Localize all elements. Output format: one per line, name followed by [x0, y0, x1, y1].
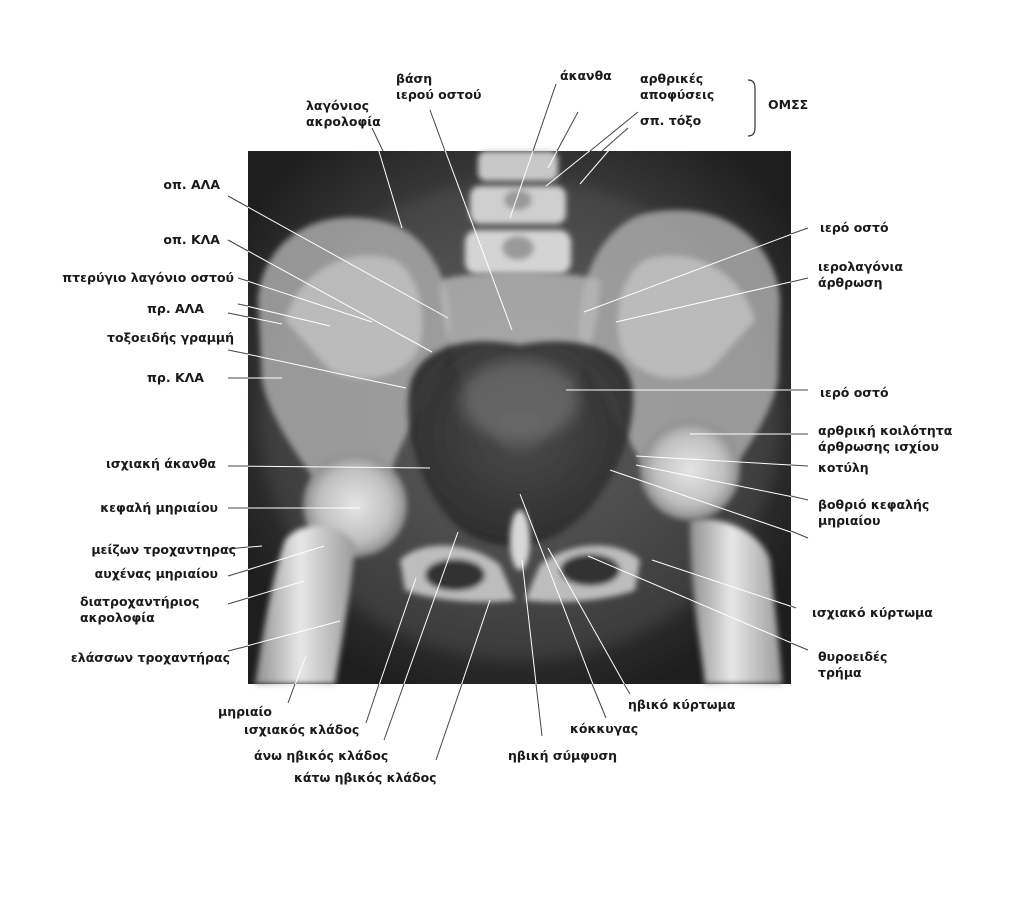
label-coccyx: κόκκυγας	[570, 721, 639, 736]
label-femur: μηριαίο	[218, 704, 272, 719]
label-fovea-capitis: βοθριό κεφαλής μηριαίου	[818, 497, 930, 528]
label-lesser-trochanter: ελάσσων τροχαντήρας	[70, 650, 230, 665]
label-ischial-tuberosity: ισχιακό κύρτωμα	[812, 605, 933, 620]
xray-image	[248, 151, 791, 684]
label-greater-trochanter: μείζων τροχαντηρας	[91, 542, 236, 557]
label-iliac-wing: πτερύγιο λαγόνιο οστού	[62, 270, 234, 285]
label-spine: άκανθα	[560, 68, 612, 83]
label-arcuate-line: τοξοειδής γραμμή	[107, 330, 234, 345]
label-ischial-spine: ισχιακή άκανθα	[105, 456, 216, 471]
label-articular-processes: αρθρικές αποφύσεις	[640, 71, 715, 102]
label-intertrochanteric-crest: διατροχαντήριος ακρολοφία	[80, 594, 200, 625]
label-femoral-neck: αυχένας μηριαίου	[94, 566, 218, 581]
label-sacrum-mid: ιερό οστό	[820, 385, 889, 400]
label-obturator-foramen: θυροειδές τρήμα	[818, 649, 888, 680]
label-pubic-tubercle: ηβικό κύρτωμα	[628, 697, 736, 712]
label-hip-joint-space: αρθρική κοιλότητα άρθρωσης ισχίου	[818, 423, 953, 454]
label-sacrum-base: βάση ιερού οστού	[396, 71, 482, 102]
label-asis: πρ. ΑΛΑ	[147, 301, 204, 316]
label-iliac-crest: λαγόνιος ακρολοφία	[306, 98, 381, 129]
label-inferior-pubic-ramus: κάτω ηβικός κλάδος	[294, 770, 437, 785]
label-omss: ΟΜΣΣ	[768, 97, 809, 112]
label-sacroiliac-joint: ιερολαγόνια άρθρωση	[818, 259, 903, 290]
label-sacrum-top: ιερό οστό	[820, 220, 889, 235]
label-ischial-ramus: ισχιακός κλάδος	[244, 722, 360, 737]
label-femoral-head: κεφαλή μηριαίου	[100, 500, 218, 515]
omss-bracket	[748, 80, 755, 136]
label-piis: οπ. ΚΛΑ	[163, 232, 220, 247]
label-pubic-symphysis: ηβική σύμφυση	[508, 748, 618, 763]
label-acetabulum: κοτύλη	[818, 460, 869, 475]
label-psis: οπ. ΑΛΑ	[163, 177, 220, 192]
label-vertebral-arch: σπ. τόξο	[640, 113, 702, 128]
label-aiis: πρ. ΚΛΑ	[147, 370, 204, 385]
label-superior-pubic-ramus: άνω ηβικός κλάδος	[254, 748, 389, 763]
